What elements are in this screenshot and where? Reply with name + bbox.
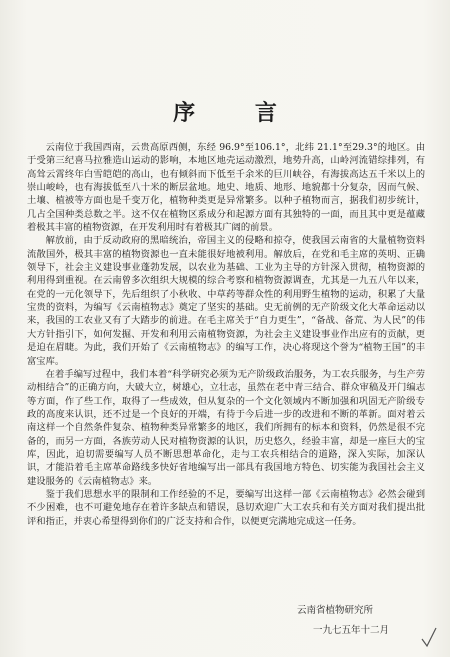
page-title: 序 言 — [173, 100, 303, 126]
paragraph: 鉴于我们思想水平的限制和工作经验的不足，要编写出这样一部《云南植物志》必然会碰到不少困难，也不可避免地存在着许多缺点和错误，恳切欢迎广大工农兵和有关方面对我们提出批评和指正，并衷心希望得到你们的广泛支持和合作，以便更完满地完成这一任务。 — [27, 488, 425, 527]
paragraph: 云南位于我国西南，云贵高原西侧，东经 96.9°至106.1°，北纬 21.1°至29.3°的地区。由于受第三纪喜马拉雅造山运动的影响，本地区地壳运动激烈，地势升高，山岭河流错综排列，有高耸云霄终年白雪皑皑的高山，也有倾斜而下低至千余米的巨川峡谷，有海拔高达五千米以上的崇山峻岭，也有海拔低至八十米的断层盆地。地史、地质、地形、地貌都十分复杂，因而气候、土壤、植被等方面也是千变万化，植物种类更是异常繁多。以种子植物而言，据我们初步统计，几占全国种类总数之半。这不仅在植物区系成分和起源方面有其独特的一面，而且其中更是蕴藏着极其丰富的植物资源，在开发利用时有着极其广阔的前景。 — [27, 142, 425, 234]
signature-organization: 云南省植物研究所 — [297, 605, 374, 616]
paragraph: 在着手编写过程中，我们本着“科学研究必须为无产阶级政治服务，为工农兵服务，与生产劳动相结合”的正确方向，大破大立，树雄心，立壮志，虽然在老中青三结合、群众审稿及开门编志等方面，作了些工作，取得了一些成效，但从复杂的一个文化领域内不断加强和巩固无产阶级专政的高度来认识，还不过是一个良好的开端，有待于今后进一步的改进和不断的革新。面对着云南这样一个自然条件复杂、植物种类异常繁多的地区，我们所拥有的标本和资料，仍然是很不完备的，而另一方面，各族劳动人民对植物资源的认识，历史悠久，经验丰富，却是一座巨大的宝库，因此，迫切需要编写人员不断思想革命化，走与工农兵相结合的道路，深入实际，加深认识，才能沿着毛主席革命路线多快好省地编写出一部具有我国地方特色、切实能为我国社会主义建设服务的《云南植物志》来。 — [27, 368, 425, 487]
paragraph: 解放前，由于反动政府的黑暗统治，帝国主义的侵略和掠夺，使我国云南省的大量植物资料流散国外，极其丰富的植物资源也一直未能很好地被利用。解放后，在党和毛主席的英明、正确领导下，社会主义建设事业蓬勃发展，以农业为基础、工业为主导的方针深入贯彻，植物资源的利用得到重视。在云南曾多次组织大规模的综合考察和植物资源调查，尤其是一九五八年以来，在党的一元化领导下，先后组织了小秋收、中草药等群众性的利用野生植物的运动，积累了大量宝贵的资料，为编写《云南植物志》奠定了坚实的基础。史无前例的无产阶级文化大革命运动以来，我国的工农业又有了大踏步的前进。在毛主席关于“自力更生”，“备战、备荒、为人民”的伟大方针指引下，如何发掘、开发和利用云南植物资源，为社会主义建设事业作出应有的贡献，更是迫在眉睫。为此，我们开始了《云南植物志》的编写工作，决心将现这个誉为“植物王国”的丰富宝库。 — [27, 235, 425, 367]
signature-date: 一九七五年十二月 — [313, 625, 390, 636]
preface-body — [27, 141, 425, 528]
handwritten-check-mark-icon — [420, 626, 438, 648]
